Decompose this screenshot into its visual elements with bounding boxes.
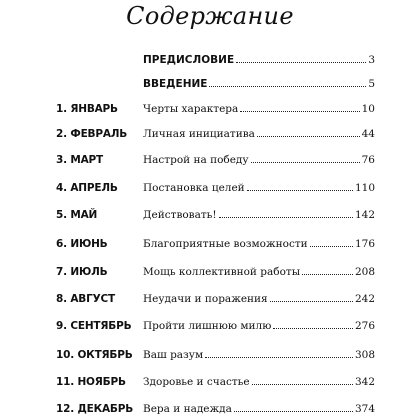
toc-row-december[interactable] — [0, 401, 420, 417]
toc-entry — [143, 401, 375, 417]
toc-entry-title: Ваш разум — [143, 349, 204, 361]
toc-entry-title: Личная инициатива — [143, 128, 255, 140]
toc-month-label: 9. СЕНТЯБРЬ — [56, 320, 132, 332]
toc-entry — [143, 101, 375, 117]
toc-month-label: 3. МАРТ — [56, 154, 103, 166]
toc-page-number: 5 — [368, 78, 375, 90]
toc-entry — [143, 207, 375, 223]
dot-leader — [310, 246, 353, 247]
toc-entry-title: Черты характера — [143, 103, 239, 115]
toc-entry — [143, 374, 375, 390]
toc-row-april[interactable] — [0, 180, 420, 196]
toc-entry — [143, 347, 375, 363]
toc-page-number: 44 — [361, 128, 375, 140]
toc-month-label: 11. НОЯБРЬ — [56, 376, 126, 388]
dot-leader — [302, 274, 353, 275]
toc-page-number: 242 — [354, 293, 375, 305]
toc-page-number: 342 — [354, 376, 375, 388]
toc-row-june[interactable] — [0, 236, 420, 252]
toc-row-preface[interactable] — [0, 52, 420, 68]
toc-month-label: 4. АПРЕЛЬ — [56, 182, 118, 194]
toc-page-number: 110 — [354, 182, 375, 194]
toc-page-number: 10 — [361, 103, 375, 115]
toc-entry-title: Настрой на победу — [143, 154, 249, 166]
toc-page-number: 276 — [354, 320, 375, 332]
toc-page-number: 142 — [354, 209, 375, 221]
toc-row-september[interactable] — [0, 318, 420, 334]
toc-entry — [143, 180, 375, 196]
toc-entry — [143, 52, 375, 68]
toc-entry-title: Благоприятные возможности — [143, 238, 308, 250]
page-title: Содержание — [126, 2, 294, 30]
toc-row-january[interactable] — [0, 101, 420, 117]
toc-month-label: 1. ЯНВАРЬ — [56, 103, 118, 115]
toc-row-october[interactable] — [0, 347, 420, 363]
toc-entry — [143, 291, 375, 307]
toc-row-march[interactable] — [0, 152, 420, 168]
toc-entry-title: Мощь коллективной работы — [143, 266, 301, 278]
dot-leader — [273, 328, 353, 329]
dot-leader — [252, 384, 353, 385]
toc-month-label: 7. ИЮЛЬ — [56, 266, 108, 278]
dot-leader — [251, 162, 360, 163]
toc-entry — [143, 152, 375, 168]
dot-leader — [240, 111, 359, 112]
toc-row-november[interactable] — [0, 374, 420, 390]
dot-leader — [219, 217, 353, 218]
toc-month-label: 12. ДЕКАБРЬ — [56, 403, 133, 415]
toc-page-number: 176 — [354, 238, 375, 250]
toc-page-number: 76 — [361, 154, 375, 166]
toc-entry — [143, 318, 375, 334]
toc-entry — [143, 76, 375, 92]
toc-entry-title: ПРЕДИСЛОВИЕ — [143, 54, 235, 66]
toc-month-label: 6. ИЮНЬ — [56, 238, 108, 250]
dot-leader — [247, 190, 353, 191]
toc-page-number: 208 — [354, 266, 375, 278]
toc-entry-title: Здоровье и счастье — [143, 376, 250, 388]
dot-leader — [205, 357, 353, 358]
toc-entry — [143, 126, 375, 142]
toc-month-label: 5. МАЙ — [56, 209, 98, 221]
toc-row-may[interactable] — [0, 207, 420, 223]
toc-row-august[interactable] — [0, 291, 420, 307]
toc-entry — [143, 264, 375, 280]
toc-month-label: 2. ФЕВРАЛЬ — [56, 128, 128, 140]
toc-entry-title: Неудачи и поражения — [143, 293, 268, 305]
dot-leader — [236, 62, 366, 63]
toc-page-number: 308 — [354, 349, 375, 361]
dot-leader — [234, 411, 353, 412]
toc-entry — [143, 236, 375, 252]
toc-page-number: 3 — [368, 54, 375, 66]
toc-entry-title: Постановка целей — [143, 182, 245, 194]
toc-row-introduction[interactable] — [0, 76, 420, 92]
toc-row-july[interactable] — [0, 264, 420, 280]
dot-leader — [270, 301, 353, 302]
toc-entry-title: ВВЕДЕНИЕ — [143, 78, 208, 90]
toc-row-february[interactable] — [0, 126, 420, 142]
toc-entry-title: Действовать! — [143, 209, 217, 221]
dot-leader — [257, 136, 360, 137]
toc-page-number: 374 — [354, 403, 375, 415]
toc-entry-title: Пройти лишнюю милю — [143, 320, 272, 332]
toc-month-label: 10. ОКТЯБРЬ — [56, 349, 133, 361]
toc-month-label: 8. АВГУСТ — [56, 293, 115, 305]
toc-entry-title: Вера и надежда — [143, 403, 232, 415]
dot-leader — [209, 86, 366, 87]
